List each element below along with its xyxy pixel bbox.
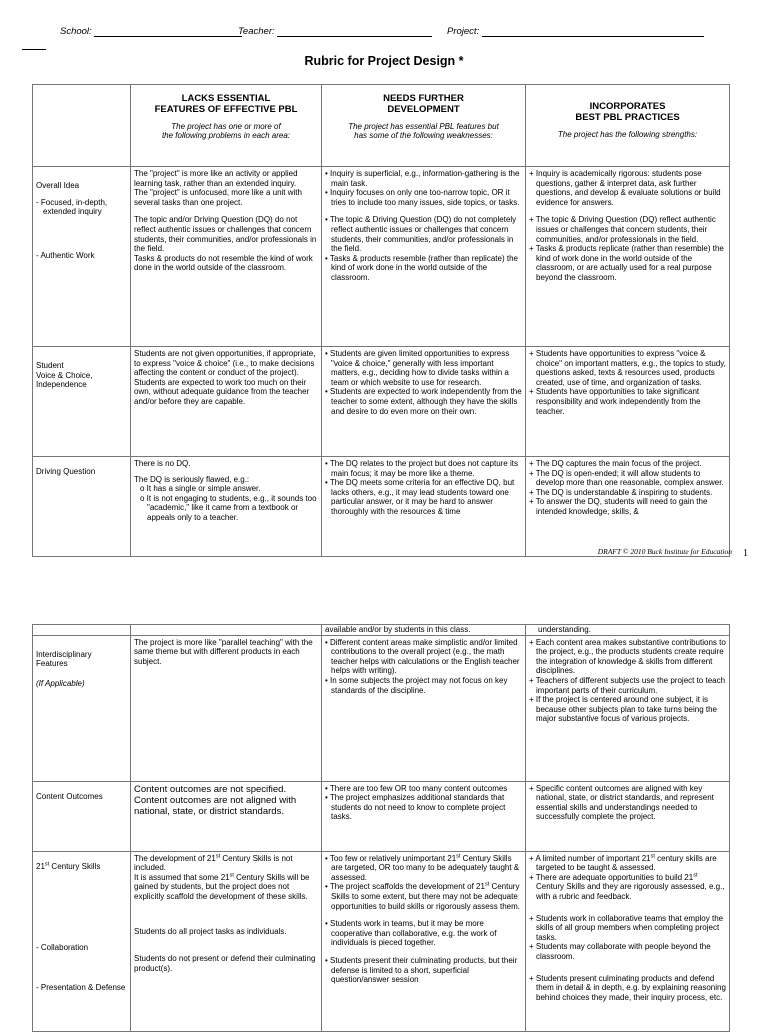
best-subheading-1: The project has the following strengths: <box>557 129 698 139</box>
teacher-label: Teacher: <box>238 26 275 37</box>
cell-content-best <box>526 781 730 851</box>
school-label: School: <box>60 26 92 37</box>
needs-heading-2: DEVELOPMENT <box>387 104 460 116</box>
school-field <box>60 26 242 37</box>
cell-bullet: + Students present culminating products and defend them in detail & in depth, e.g. by explaining reasoning behind choices they made, their inquiry process, etc. <box>529 973 726 1002</box>
table-row-overall-idea <box>33 167 730 347</box>
cell-bullet: + There are adequate opportunities to build 21st Century Skills and they are rigorously assessed, e.g., with a rubric and feedback. <box>529 872 725 901</box>
cell-bullet: + To answer the DQ, students will need to gain the intended knowledge, skills, & <box>529 497 708 516</box>
cell-bullet: o It is not engaging to students, e.g., it sounds too "academic," like it came from a textbook or appeals only to a teacher. <box>140 493 317 522</box>
cell-text: It is assumed that some 21st Century Skills will be gained by students, but the project does not explicitly scaffold the development of these skills. <box>134 872 310 901</box>
project-input-line[interactable] <box>482 26 704 37</box>
cell-bullet: + Specific content outcomes are aligned with key national, state, or district standards, and represent essential skills and understandings needed to successfully complete the project. <box>529 783 714 822</box>
cell-text: The project is more like "parallel teaching" with the same theme but with different products in each subject. <box>134 637 313 666</box>
cell-text: There is no DQ. <box>134 459 191 468</box>
cell-skills-best <box>526 851 730 1031</box>
cell-bullet: + The topic & Driving Question (DQ) reflect authentic issues or challenges that concern students, their communities, and/or professionals in the field. <box>529 215 716 244</box>
cell-skills-needs <box>322 851 526 1031</box>
table-row-driving-question <box>33 457 730 557</box>
cell-voice-best <box>526 347 730 457</box>
cell-text: The DQ is seriously flawed, e.g.: <box>134 474 250 484</box>
header-empty-cell <box>33 85 131 167</box>
cell-dq-lacks <box>131 457 322 557</box>
cell-text: Content outcomes are not aligned with national, state, or district standards. <box>134 794 297 818</box>
cell-bullet: • Inquiry focuses on only one too-narrow topic, OR it tries to include too many issues, side topics, or tasks. <box>325 188 520 207</box>
cell-continued-best: understanding. <box>526 625 730 636</box>
header-needs <box>322 85 526 167</box>
cell-continued-empty <box>33 625 131 636</box>
table-row-interdisciplinary <box>33 635 730 781</box>
cell-bullet: + Students may collaborate with people beyond the classroom. <box>529 942 711 961</box>
cell-bullet: + If the project is centered around one subject, it is because other subjects plan to take turns being the major substantive focus of various projects. <box>529 695 718 724</box>
cell-bullet: • Different content areas make simplistic and/or limited contributions to the overall project (e.g., the math teacher helps with calculations or the English teacher helps with writing). <box>325 637 520 676</box>
cell-bullet: • The project scaffolds the development of 21st Century Skills to some extent, but there may not be adequate opportunities to build skills or rigorously assess them. <box>325 881 520 911</box>
cell-text: Content outcomes are not specified. <box>134 783 287 795</box>
page-title: Rubric for Project Design * <box>304 54 464 68</box>
cell-bullet: • The topic & Driving Question (DQ) do not completely reflect authentic issues or challenges that concern students, their communities, and/or professionals in the field. <box>325 215 517 254</box>
cell-bullet: + Students have opportunities to take significant responsibility and work independently from the teacher. <box>529 387 701 416</box>
lacks-subheading-2: the following problems in each area: <box>161 131 291 141</box>
cell-content-needs <box>322 781 526 851</box>
cell-bullet: • The project emphasizes additional standards that students do not need to know to complete project tasks. <box>325 793 506 822</box>
cell-bullet: • Students work in teams, but it may be more cooperative than collaborative, e.g. the work of individuals is pieced together. <box>325 919 497 948</box>
criterion-content-outcomes <box>33 781 131 851</box>
cell-text: Students do not present or defend their culminating product(s). <box>134 954 316 973</box>
cell-text: Students are expected to work too much on their own, without adequate guidance from the teacher and/or before they are capable. <box>134 377 310 406</box>
school-input-line[interactable] <box>94 26 242 37</box>
teacher-input-line[interactable] <box>277 26 432 37</box>
criterion-label: Student <box>36 361 64 370</box>
criterion-label: Driving Question <box>36 467 96 476</box>
cell-bullet: • The DQ relates to the project but does not capture its main focus; it may be more like a theme. <box>325 459 518 478</box>
rubric-table-page-1 <box>32 84 730 557</box>
table-row-voice-choice <box>33 347 730 457</box>
table-row-21st-century-skills <box>33 851 730 1031</box>
lacks-heading-1: LACKS ESSENTIAL <box>181 93 271 104</box>
lacks-heading-2: FEATURES OF EFFECTIVE PBL <box>154 104 298 116</box>
criterion-label: Features <box>36 659 68 669</box>
header-best <box>526 85 730 167</box>
cell-bullet: + Students have opportunities to express "voice & choice" on important matters, e.g., the topics to study, questions asked, texts & resources used, products created, use of time, and organization of tasks. <box>529 349 726 387</box>
cell-overall-lacks <box>131 167 322 347</box>
criterion-label: 21st Century Skills <box>36 860 101 871</box>
cell-overall-needs <box>322 167 526 347</box>
footer-draft: DRAFT © 2010 Buck Institute for Education <box>597 547 732 556</box>
criterion-sub-authentic: - Authentic Work <box>36 250 95 260</box>
cell-text: Students do all project tasks as individuals. <box>134 926 287 936</box>
criterion-sub-inquiry: - Focused, in-depth, extended inquiry <box>36 197 108 217</box>
table-header-row <box>33 85 730 167</box>
cell-bullet: • The DQ meets some criteria for an effective DQ, but lacks others, e.g., it may lead students toward one particular answer, or it may be hard to answer thoroughly with the resources & time <box>325 478 515 516</box>
cell-voice-lacks <box>131 347 322 457</box>
cell-bullet: • In some subjects the project may not focus on key standards of the discipline. <box>325 675 508 695</box>
cell-bullet: + The DQ is understandable & inspiring to students. <box>529 487 713 497</box>
cell-bullet: • Students present their culminating products, but their defense is limited to a short, superficial question/answer session <box>325 955 518 985</box>
needs-heading-1: NEEDS FURTHER <box>383 93 464 104</box>
criterion-label: Independence <box>36 380 87 390</box>
criterion-label: Content Outcomes <box>36 791 103 801</box>
cell-bullet: • Students are expected to work independently from the teacher to some extent, although they have the skills and desire to do even more on their own. <box>325 387 522 416</box>
criterion-sub-presentation: - Presentation & Defense <box>36 982 126 992</box>
criterion-overall-idea <box>33 167 131 347</box>
cell-bullet: • Too few or relatively unimportant 21st Century Skills are targeted, OR too many to be adequately taught & assessed. <box>325 852 520 882</box>
project-label: Project: <box>447 26 480 37</box>
criterion-label: Overall Idea <box>36 181 80 190</box>
cell-skills-lacks <box>131 851 322 1031</box>
page-2 <box>0 572 768 1024</box>
cell-bullet: • Tasks & products resemble (rather than replicate) the kind of work done in the world outside of the classroom. <box>325 253 518 282</box>
cell-dq-needs <box>322 457 526 557</box>
rubric-table-page-2 <box>32 624 730 1032</box>
cell-interdisc-best <box>526 635 730 781</box>
cell-voice-needs <box>322 347 526 457</box>
criterion-note: (If Applicable) <box>36 678 85 688</box>
cell-continued-empty <box>131 625 322 636</box>
cell-bullet: + Tasks & products replicate (rather than resemble) the kind of work done in the world outside of the classroom, or are actually used for a real purpose beyond the classroom. <box>529 244 724 282</box>
criterion-sub-collaboration: - Collaboration <box>36 943 89 953</box>
cell-bullet: + A limited number of important 21st century skills are targeted to be taught & assessed. <box>529 852 717 873</box>
cell-interdisc-lacks <box>131 635 322 781</box>
cell-continued-needs: available and/or by students in this class. <box>322 625 526 636</box>
best-heading-2: BEST PBL PRACTICES <box>575 112 680 124</box>
table-row-content-outcomes <box>33 781 730 851</box>
best-heading-1: INCORPORATES <box>589 101 666 112</box>
cell-dq-best <box>526 457 730 557</box>
teacher-field <box>238 26 432 37</box>
cell-bullet: + Inquiry is academically rigorous: students pose questions, gather & interpret data, ask further questions, and develop & evaluate solutions or build evidence for answers. <box>529 169 721 207</box>
project-field <box>447 26 704 37</box>
criterion-label: Interdisciplinary <box>36 649 92 659</box>
cell-bullet: • Students are given limited opportunities to express "voice & choice," generally with less important matters, e.g., deciding how to divide tasks within a team or which website to use for research. <box>325 349 510 387</box>
header-lacks <box>131 85 322 167</box>
cell-text: The "project" is more like an activity or applied learning task, rather than an extended inquiry. <box>134 169 298 188</box>
cell-overall-best <box>526 167 730 347</box>
needs-subheading-2: has some of the following weaknesses: <box>354 131 493 141</box>
cell-text: The topic and/or Driving Question (DQ) do not reflect authentic issues or challenges that concern students, their communities, and/or professionals in the field. <box>134 215 317 254</box>
divider <box>22 49 46 50</box>
cell-bullet: • There are too few OR too many content outcomes <box>325 783 508 793</box>
cell-text: The development of 21st Century Skills is not included. <box>134 852 293 873</box>
cell-content-lacks <box>131 781 322 851</box>
page-number: 1 <box>743 548 748 559</box>
criterion-label: Voice & Choice, <box>36 370 93 380</box>
cell-bullet: o It has a single or simple answer. <box>140 484 261 494</box>
cell-bullet: + The DQ is open-ended; it will allow students to develop more than one reasonable, complex answer. <box>529 468 724 488</box>
cell-bullet: + The DQ captures the main focus of the project. <box>529 459 702 468</box>
cell-text: Tasks & products do not resemble the kind of work done in the world outside of the classroom. <box>134 253 313 273</box>
criterion-interdisciplinary <box>33 635 131 781</box>
cell-text: The "project" is unfocused, more like a unit with several tasks than one project. <box>134 188 302 207</box>
needs-subheading-1: The project has essential PBL features but <box>348 121 499 131</box>
cell-text: Students are not given opportunities, if appropriate, to express "voice & choice" (i.e., to make decisions affecting the content or conduct of the project). <box>134 349 316 378</box>
cell-bullet: • Inquiry is superficial, e.g., information-gathering is the main task. <box>325 169 520 188</box>
cell-bullet: + Each content area makes substantive contributions to the project, e.g., the products students create require the integration of knowledge & skills from different disciplines. <box>529 637 726 676</box>
criterion-driving-question <box>33 457 131 557</box>
cell-bullet: + Teachers of different subjects use the project to teach important parts of their curriculum. <box>529 675 726 695</box>
lacks-subheading-1: The project has one or more of <box>171 121 281 131</box>
cell-bullet: + Students work in collaborative teams that employ the skills of all group members when completing project tasks. <box>529 913 724 942</box>
cell-interdisc-needs <box>322 635 526 781</box>
table-row-continued <box>33 625 730 636</box>
criterion-21st-century-skills <box>33 851 131 1031</box>
criterion-voice-choice <box>33 347 131 457</box>
